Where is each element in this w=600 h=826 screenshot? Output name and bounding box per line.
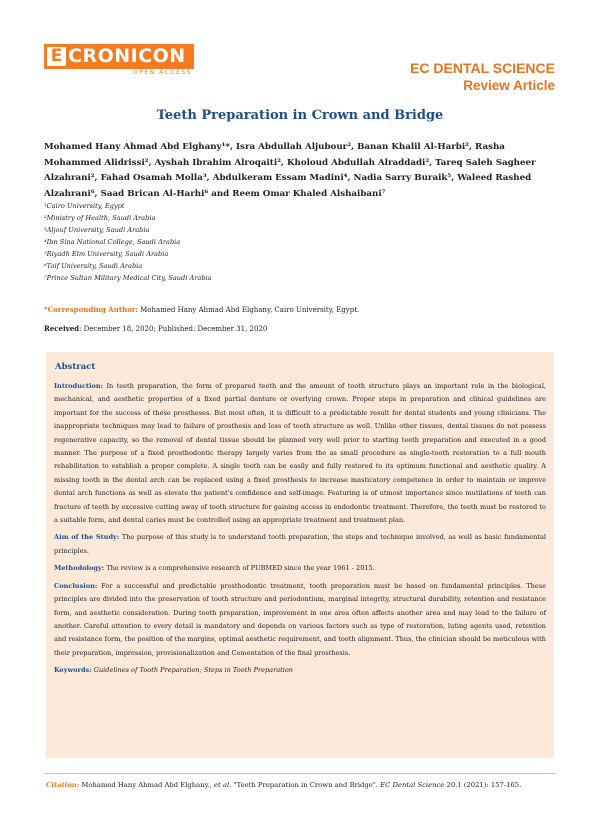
abstract-heading: Abstract [55, 362, 96, 372]
affiliation-item: ⁶Taif University, Saudi Arabia [44, 262, 143, 270]
conclusion-label: Conclusion: [54, 581, 98, 590]
affiliation-item: ³Aljouf University, Saudi Arabia [44, 226, 150, 234]
affiliation-item: ⁴Ibn Sina National College, Saudi Arabia [44, 238, 181, 246]
citation-title: "Teeth Preparation in Crown and Bridge". [231, 781, 381, 789]
citation-volume: 20.1 (2021): 157-165. [444, 781, 522, 789]
keywords-label: Keywords: [54, 666, 92, 675]
journal-name: EC DENTAL SCIENCE [410, 60, 555, 76]
logo-word: CRONICON [68, 45, 186, 67]
conclusion-paragraph [54, 580, 546, 660]
keywords-paragraph [54, 664, 546, 677]
logo-letter: E [47, 47, 66, 66]
affiliation-item: ¹Cairo University, Egypt [44, 202, 125, 210]
conclusion-text: For a successful and predictable prosthodontic treatment, tooth preparation must be based on fundamental principles. These principles are divided into the preservation of tooth structure and periodontium, marginal integrity, structural durability, retention and resistance form, and aesthetic consideration. During tooth preparation, improvement in one area often affects another area and may lead to the failure of another. Careful attention to every detail is mandatory and depends on various factors such as type of restoration, luting agents used, retention and resistance form, the position of the margins, optimal aesthetic requirement, and tooth alignment. Thus, the clinician should be meticulous with their preparation, impression, provisionalization and Cementation of the final prosthesis. [54, 581, 546, 657]
methodology-paragraph [54, 562, 546, 575]
footer-divider [44, 773, 556, 774]
citation-journal: EC Dental Science [380, 781, 445, 789]
article-type: Review Article [463, 78, 555, 93]
introduction-paragraph [54, 380, 546, 527]
aim-label: Aim of the Study: [54, 533, 120, 542]
corresponding-text: : Mohamed Hany Ahmad Abd Elghany, Cairo University, Egypt. [135, 306, 360, 314]
affiliation-list [44, 200, 212, 284]
methodology-label: Methodology: [54, 564, 105, 573]
author-list: Mohamed Hany Ahmad Abd Elghany¹*, Isra Abdullah Aljubour², Banan Khalil Al-Harbi², Rasha Mohammed Alidrissi², Ayshah Ibrahim Alroqaiti², Kholoud Abdullah Alraddadi², Tareq Saleh Sagheer Alzahrani², Fahad Osamah Molla³, Abdulkeram Essam Madini⁴, Nadia Sarry Buraik⁵, Waleed Rashed Alzahrani⁶, Saad Brican Al-Harhi⁶ and Reem Omar Khaled Alshaibani⁷ [44, 142, 536, 199]
corresponding-author [44, 305, 359, 314]
affiliation-item: ⁵Riyadh Elm University, Saudi Arabia [44, 250, 169, 258]
affiliation-item: ²Ministry of Health, Saudi Arabia [44, 214, 156, 222]
methodology-text: The review is a comprehensive research of PUBMED since the year 1961 - 2015. [104, 564, 375, 573]
citation-authors: Mohamed Hany Ahmad Abd Elghany., [79, 781, 215, 789]
affiliation-item: ⁷Prince Sultan Military Medical City, Saudi Arabia [44, 274, 212, 282]
keywords-text: Guidelines of Tooth Preparation; Steps in Tooth Preparation [91, 666, 293, 675]
citation-label: Citation: [46, 781, 80, 789]
dates-text: : December 18, 2020; Published: December 31, 2020 [79, 325, 268, 333]
publication-dates [44, 324, 267, 333]
logo-box [44, 44, 194, 69]
introduction-label: Introduction: [54, 382, 104, 390]
publisher-logo [44, 44, 194, 78]
introduction-text: In teeth preparation, the form of prepared teeth and the amount of tooth structure plays an important role in the biological, mechanical, and aesthetic properties of a fixed partial denture or overlying crown. Proper steps in preparation and clinical guidelines are important for the success of these prostheses. But most often, it is difficult to a predictable result for dental students and young clinicians. The inappropriate techniques may lead to failure of prosthesis and loss of tooth structure as well. Unlike other tissues, dental tissues do not possess regenerative capacity, so the removal of dental tissue should be planned very well prior to starting teeth preparation and executed in a good manner. The purpose of a fixed prosthodontic therapy largely varies from the as small procedure as single-tooth restoration to a full mouth rehabilitation to establish a proper complete. A single tooth can be easily and fully restored to its optimum functional and aesthetic quality. A missing tooth in the dental arch can be replaced using a fixed prosthesis to increase masticatory competence in order to maintain or improve dental arch functions as well as elevate the patient's confidence and self-image. Featuring is of utmost importance since mutilations of teeth can fracture of teeth by excessive cutting away of tooth structure for gaining access in endodontic treatment. Therefore, the teeth must be restored to a suitable form, and dental caries must be controlled using an appropriate treatment and treatment plan. [54, 382, 546, 525]
aim-paragraph [54, 531, 546, 558]
citation-etal: et al. [214, 781, 232, 789]
aim-text: The purpose of this study is to understand tooth preparation, the steps and technique involved, as well as basic fundamental principles. [54, 533, 546, 555]
received-label: Received [44, 324, 80, 333]
logo-subtitle: OPEN ACCESS [133, 69, 192, 76]
corresponding-label: *Corresponding Author [44, 305, 136, 314]
citation-line [46, 781, 556, 789]
article-title: Teeth Preparation in Crown and Bridge [156, 108, 444, 123]
abstract-box [46, 352, 554, 758]
